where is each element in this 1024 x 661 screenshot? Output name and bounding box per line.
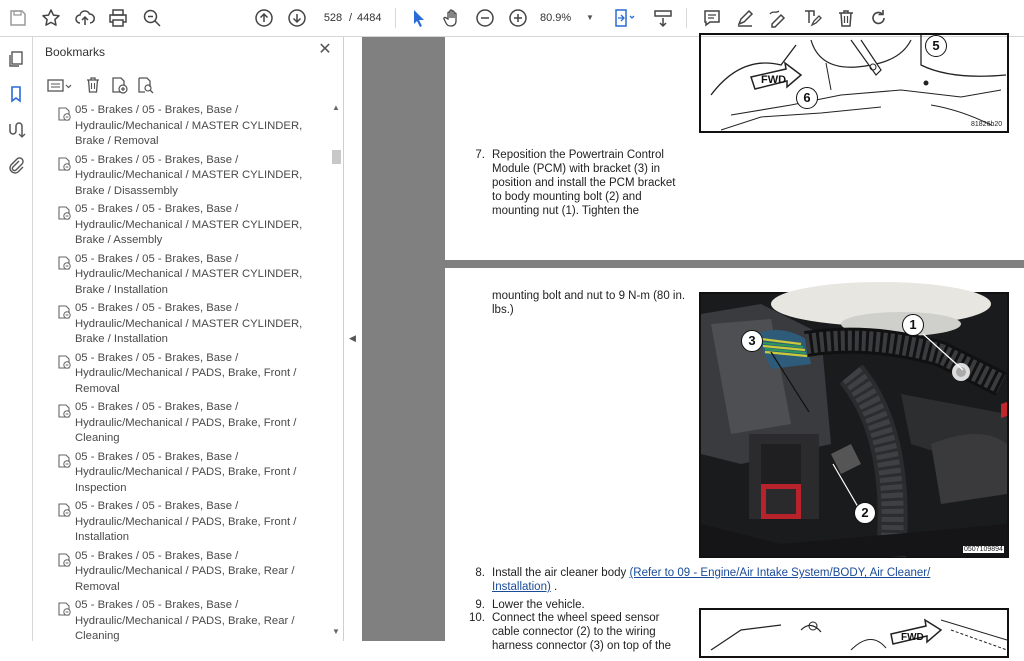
step-8-end: . bbox=[550, 581, 558, 593]
bookmark-item[interactable] bbox=[33, 351, 329, 401]
attachment-paperclip-icon[interactable] bbox=[5, 154, 27, 176]
bookmark-item[interactable] bbox=[33, 252, 329, 302]
bookmark-item[interactable] bbox=[33, 549, 329, 599]
highlight-pen-icon[interactable] bbox=[733, 6, 757, 30]
close-icon[interactable]: ✕ bbox=[318, 41, 332, 58]
chevron-down-icon: ▼ bbox=[586, 13, 594, 22]
fwd-arrow-label: FWD bbox=[761, 74, 787, 86]
bookmark-page-icon bbox=[57, 305, 71, 319]
bookmark-page-icon bbox=[57, 602, 71, 616]
next-page-icon[interactable] bbox=[285, 6, 309, 30]
callout-5: 5 bbox=[925, 35, 947, 57]
step-10-line: Connect the wheel speed sensor bbox=[492, 612, 660, 624]
bookmark-page-icon bbox=[57, 355, 71, 369]
bookmark-page-icon bbox=[57, 503, 71, 517]
fwd-arrow-label: FWD bbox=[901, 632, 924, 643]
step-7-continued-line: lbs.) bbox=[492, 304, 514, 316]
save-icon[interactable] bbox=[6, 6, 30, 30]
bookmark-item[interactable] bbox=[33, 450, 329, 500]
bookmarks-panel-title: Bookmarks bbox=[45, 45, 106, 59]
draw-tool-icon[interactable] bbox=[766, 6, 790, 30]
comment-icon[interactable] bbox=[700, 6, 724, 30]
bookmark-page-icon bbox=[57, 256, 71, 270]
bookmark-item[interactable] bbox=[33, 598, 329, 648]
bookmark-item[interactable] bbox=[33, 499, 329, 549]
page-thumbnails-icon[interactable] bbox=[5, 48, 27, 70]
step-8-text bbox=[492, 566, 962, 594]
scrollbar-thumb[interactable] bbox=[332, 150, 341, 164]
step-number: 7. bbox=[475, 149, 485, 161]
figure-id-label: 81826b20 bbox=[971, 121, 1003, 128]
bookmark-label: 05 - Brakes / 05 - Brakes, Base / Hydraulic/Mechanical / MASTER CYLINDER, Brake / Installation bbox=[75, 302, 303, 345]
total-pages: 4484 bbox=[357, 12, 382, 24]
page-separator: / bbox=[349, 12, 353, 24]
step-7-line: to body mounting bolt (2) and bbox=[492, 191, 642, 203]
bookmarks-list bbox=[33, 103, 329, 641]
trash-icon[interactable] bbox=[834, 6, 858, 30]
left-navigation-rail bbox=[0, 37, 33, 641]
bookmark-label: 05 - Brakes / 05 - Brakes, Base / Hydraulic/Mechanical / PADS, Brake, Front / Removal bbox=[75, 351, 297, 395]
step-number: 10. bbox=[469, 612, 485, 624]
callout-1: 1 bbox=[902, 314, 924, 336]
redo-icon[interactable] bbox=[867, 6, 891, 30]
bookmarks-toolbar bbox=[33, 71, 344, 99]
search-bookmark-icon[interactable] bbox=[134, 74, 156, 96]
delete-bookmark-icon[interactable] bbox=[82, 74, 104, 96]
main-toolbar bbox=[0, 0, 1024, 37]
zoom-level-dropdown[interactable] bbox=[540, 8, 596, 28]
air-cleaner-installation-link[interactable]: (Refer to 09 - Engine/Air Intake System/BODY, Air Cleaner/ bbox=[629, 567, 931, 579]
step-10-text bbox=[492, 611, 671, 653]
wheel-sensor-illustration bbox=[699, 608, 1009, 658]
step-8-instruction: Install the air cleaner body bbox=[492, 567, 630, 579]
callout-6: 6 bbox=[796, 87, 818, 109]
bookmark-item[interactable] bbox=[33, 202, 329, 252]
bookmark-options-icon[interactable] bbox=[46, 74, 74, 96]
edit-text-icon[interactable] bbox=[800, 6, 824, 30]
step-7-line: Reposition the Powertrain Control bbox=[492, 149, 664, 161]
select-cursor-icon[interactable] bbox=[407, 6, 431, 30]
bookmark-page-icon bbox=[57, 404, 71, 418]
panel-splitter[interactable] bbox=[344, 37, 362, 641]
toolbar-divider bbox=[686, 8, 687, 28]
bookmark-item[interactable] bbox=[33, 400, 329, 450]
bookmarks-scrollbar[interactable] bbox=[330, 103, 342, 641]
layers-link-icon[interactable] bbox=[5, 119, 27, 141]
bookmark-item[interactable] bbox=[33, 103, 329, 153]
bookmark-label: 05 - Brakes / 05 - Brakes, Base / Hydraulic/Mechanical / PADS, Brake, Front / Cleaning bbox=[75, 401, 297, 444]
bookmark-label: 05 - Brakes / 05 - Brakes, Base / Hydraulic/Mechanical / PADS, Brake, Rear / Removal bbox=[75, 549, 295, 593]
step-7-line: position and install the PCM bracket bbox=[492, 177, 676, 189]
document-page bbox=[445, 268, 1024, 652]
step-10-line: harness connector (3) on top of the bbox=[492, 640, 671, 652]
bookmark-icon[interactable] bbox=[5, 83, 27, 105]
callout-2: 2 bbox=[854, 502, 876, 524]
page-number-input[interactable]: 528 bbox=[323, 12, 343, 24]
toolbar-divider bbox=[395, 8, 396, 28]
bookmark-label: 05 - Brakes / 05 - Brakes, Base / Hydraulic/Mechanical / PADS, Brake, Front / Inspection bbox=[75, 450, 297, 494]
scroll-mode-icon[interactable] bbox=[651, 6, 675, 30]
step-number: 9. bbox=[475, 599, 485, 611]
step-7-line: Module (PCM) with bracket (3) in bbox=[492, 163, 661, 175]
bookmark-page-icon bbox=[57, 107, 71, 121]
zoom-out-icon[interactable] bbox=[473, 6, 497, 30]
step-10-line: cable connector (2) to the wiring bbox=[492, 626, 656, 638]
star-icon[interactable] bbox=[39, 6, 63, 30]
collapse-panel-icon[interactable]: ◀ bbox=[349, 333, 356, 343]
print-icon[interactable] bbox=[106, 6, 130, 30]
previous-page-icon[interactable] bbox=[252, 6, 276, 30]
page-fit-icon[interactable] bbox=[610, 6, 640, 30]
zoom-level-value: 80.9% bbox=[540, 12, 572, 24]
add-bookmark-icon[interactable] bbox=[108, 74, 130, 96]
hand-tool-icon[interactable] bbox=[440, 6, 464, 30]
step-7-line: mounting nut (1). Tighten the bbox=[492, 205, 640, 217]
step-7-text bbox=[492, 148, 675, 218]
zoom-search-icon[interactable] bbox=[140, 6, 164, 30]
bookmark-label: 05 - Brakes / 05 - Brakes, Base / Hydraulic/Mechanical / PADS, Brake, Front / Installation bbox=[75, 500, 297, 543]
bookmark-label: 05 - Brakes / 05 - Brakes, Base / Hydraulic/Mechanical / MASTER CYLINDER, Brake / Removal bbox=[75, 104, 303, 147]
bookmark-page-icon bbox=[57, 553, 71, 567]
document-viewport[interactable] bbox=[362, 37, 1024, 652]
step-9-text: Lower the vehicle. bbox=[492, 599, 585, 611]
document-page bbox=[445, 37, 1024, 260]
step-7-continued-line: mounting bolt and nut to 9 N-m (80 in. bbox=[492, 290, 686, 302]
step-number: 8. bbox=[475, 567, 485, 579]
scroll-down-arrow-icon[interactable]: ▼ bbox=[332, 627, 340, 636]
bookmark-label: 05 - Brakes / 05 - Brakes, Base / Hydraulic/Mechanical / PADS, Brake, Rear / Cleaning bbox=[75, 599, 295, 642]
bookmark-item[interactable] bbox=[33, 301, 329, 351]
bookmark-page-icon bbox=[57, 454, 71, 468]
cloud-upload-icon[interactable] bbox=[73, 6, 97, 30]
bookmark-page-icon bbox=[57, 206, 71, 220]
bookmark-label: 05 - Brakes / 05 - Brakes, Base / Hydraulic/Mechanical / MASTER CYLINDER, Brake / Installation bbox=[75, 252, 303, 296]
bookmark-label: 05 - Brakes / 05 - Brakes, Base / Hydraulic/Mechanical / MASTER CYLINDER, Brake / Assembly bbox=[75, 203, 303, 246]
scroll-up-arrow-icon[interactable]: ▲ bbox=[332, 103, 340, 112]
pcm-bracket-photo bbox=[699, 292, 1009, 558]
bookmark-item[interactable] bbox=[33, 153, 329, 203]
bookmark-page-icon bbox=[57, 157, 71, 171]
zoom-in-icon[interactable] bbox=[506, 6, 530, 30]
bookmark-label: 05 - Brakes / 05 - Brakes, Base / Hydraulic/Mechanical / MASTER CYLINDER, Brake / Disassembly bbox=[75, 153, 303, 197]
figure-id-label: 0507109894 bbox=[964, 546, 1003, 553]
step-7-continued-text bbox=[492, 289, 685, 317]
engine-bay-illustration bbox=[699, 33, 1009, 133]
air-cleaner-installation-link[interactable]: Installation) bbox=[492, 581, 551, 593]
bookmarks-panel bbox=[33, 37, 344, 641]
callout-3: 3 bbox=[741, 330, 763, 352]
